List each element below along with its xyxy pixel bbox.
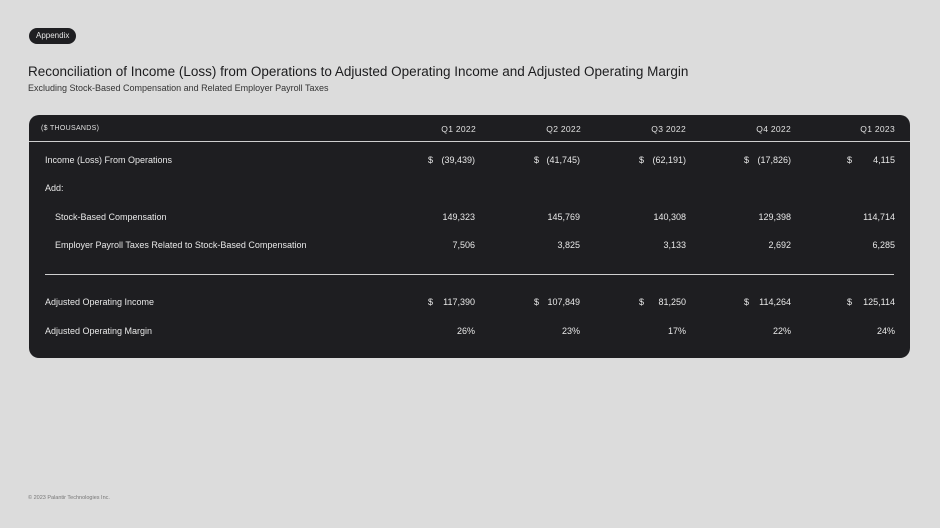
- row-label: Adjusted Operating Margin: [45, 326, 153, 336]
- copyright-footer: © 2023 Palantir Technologies Inc.: [28, 495, 110, 501]
- cell-value: 114,264: [759, 297, 791, 307]
- column-header: Q1 2023: [860, 124, 895, 134]
- cell-value: 107,849: [547, 297, 580, 307]
- cell-value: 125,114: [863, 297, 895, 307]
- cell-value: 4,115: [873, 155, 895, 165]
- dollar-sign: $: [534, 297, 540, 307]
- table-row: [29, 326, 910, 340]
- cell-value: 117,390: [443, 297, 475, 307]
- table-row: [29, 212, 910, 226]
- row-label: Stock-Based Compensation: [55, 212, 167, 222]
- table-row: [29, 240, 910, 254]
- page-title: Reconciliation of Income (Loss) from Operations to Adjusted Operating Income and Adjusted Operating Margin: [28, 64, 689, 79]
- column-header: Q1 2022: [441, 124, 476, 134]
- row-label: Income (Loss) From Operations: [45, 155, 173, 165]
- table-header: [29, 115, 910, 142]
- reconciliation-table: [29, 115, 910, 358]
- dollar-sign: $: [428, 155, 434, 165]
- column-header: Q3 2022: [651, 124, 686, 134]
- table-row: [29, 297, 910, 311]
- table-row: [29, 155, 910, 169]
- column-header: Q4 2022: [756, 124, 791, 134]
- table-row: [29, 183, 910, 197]
- dollar-sign: $: [744, 155, 750, 165]
- cell-value: 3,133: [663, 240, 686, 250]
- cell-value: 17%: [667, 326, 686, 336]
- cell-value: 24%: [876, 326, 895, 336]
- cell-value: (41,745): [546, 155, 580, 165]
- page-subtitle: Excluding Stock-Based Compensation and Related Employer Payroll Taxes: [28, 83, 329, 93]
- row-label: Employer Payroll Taxes Related to Stock-Based Compensation: [55, 240, 307, 250]
- cell-value: 2,692: [768, 240, 791, 250]
- dollar-sign: $: [639, 297, 645, 307]
- cell-value: (39,439): [441, 155, 475, 165]
- cell-value: 23%: [561, 326, 580, 336]
- cell-value: 114,714: [863, 212, 895, 222]
- dollar-sign: $: [847, 297, 853, 307]
- row-label: Adjusted Operating Income: [45, 297, 155, 307]
- cell-value: 129,398: [758, 212, 791, 222]
- dollar-sign: $: [847, 155, 853, 165]
- cell-value: 22%: [772, 326, 791, 336]
- cell-value: 81,250: [658, 297, 686, 307]
- cell-value: 3,825: [557, 240, 580, 250]
- cell-value: 140,308: [653, 212, 686, 222]
- dollar-sign: $: [428, 297, 434, 307]
- cell-value: (62,191): [652, 155, 686, 165]
- dollar-sign: $: [534, 155, 540, 165]
- row-label: Add:: [45, 183, 64, 193]
- unit-label: ($ THOUSANDS): [41, 125, 100, 132]
- cell-value: 6,285: [872, 240, 895, 250]
- column-header: Q2 2022: [546, 124, 581, 134]
- cell-value: (17,826): [757, 155, 791, 165]
- appendix-tag: Appendix: [29, 28, 76, 44]
- cell-value: 26%: [456, 326, 475, 336]
- cell-value: 145,769: [547, 212, 580, 222]
- cell-value: 149,323: [442, 212, 475, 222]
- dollar-sign: $: [639, 155, 645, 165]
- cell-value: 7,506: [452, 240, 475, 250]
- table-divider: [45, 274, 894, 275]
- dollar-sign: $: [744, 297, 750, 307]
